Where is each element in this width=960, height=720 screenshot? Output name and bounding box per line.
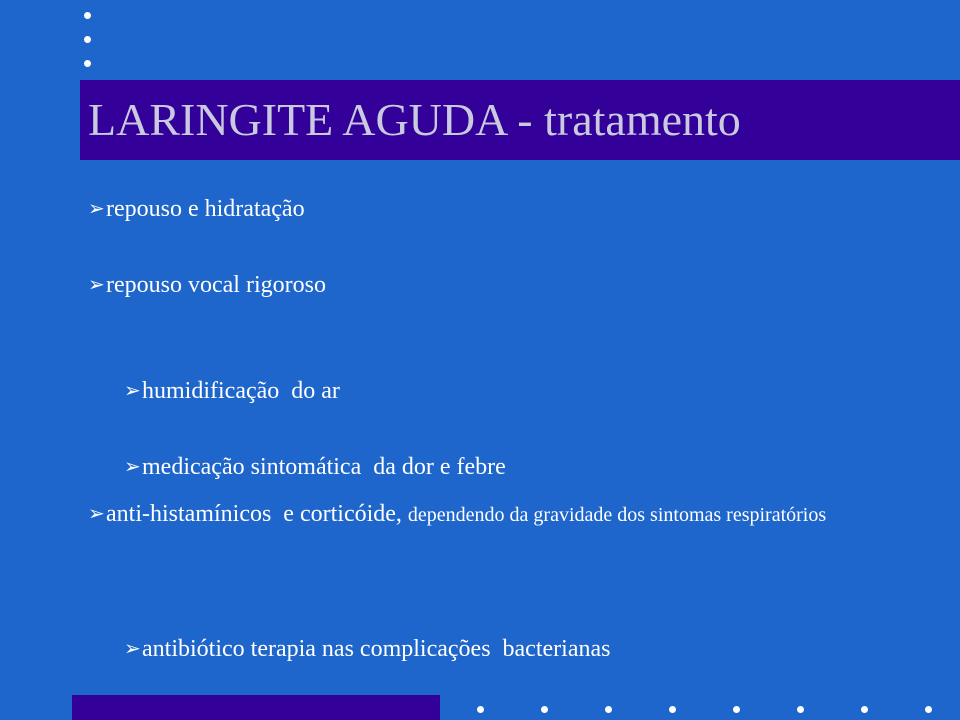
- decorative-dot: [733, 706, 740, 713]
- decorative-dot: [669, 706, 676, 713]
- bullet-item: [88, 604, 610, 694]
- arrow-bullet-icon: ➢: [88, 503, 105, 525]
- decorative-dot: [797, 706, 804, 713]
- arrow-bullet-icon: ➢: [88, 198, 105, 220]
- decorative-dot: [477, 706, 484, 713]
- bullet-item: [88, 194, 305, 224]
- bullet-text: repouso e hidratação: [106, 196, 305, 222]
- decorative-dot: [925, 706, 932, 713]
- bullet-text: medicação sintomática da dor e febre: [142, 454, 506, 480]
- bottom-accent-bar: [72, 695, 440, 720]
- bullet-item: [88, 270, 326, 300]
- arrow-bullet-icon: ➢: [124, 638, 141, 660]
- bullet-text: humidificação do ar: [142, 378, 340, 404]
- slide-title: LARINGITE AGUDA - tratamento: [88, 94, 741, 145]
- decorative-dot: [84, 60, 91, 67]
- arrow-bullet-icon: ➢: [124, 380, 141, 402]
- bullet-text: anti-histamínicos e corticóide,: [106, 501, 402, 527]
- decorative-dot: [541, 706, 548, 713]
- bullet-text: antibiótico terapia nas complicações bacterianas: [142, 636, 611, 662]
- bullet-detail-text: dependendo da gravidade dos sintomas respiratórios: [407, 504, 827, 526]
- decorative-dot: [84, 36, 91, 43]
- decorative-dot: [861, 706, 868, 713]
- bullet-text: repouso vocal rigoroso: [106, 272, 326, 298]
- decorative-dot: [605, 706, 612, 713]
- arrow-bullet-icon: ➢: [124, 456, 141, 478]
- bullet-item: [88, 498, 948, 531]
- arrow-bullet-icon: ➢: [88, 274, 105, 296]
- decorative-dot: [84, 12, 91, 19]
